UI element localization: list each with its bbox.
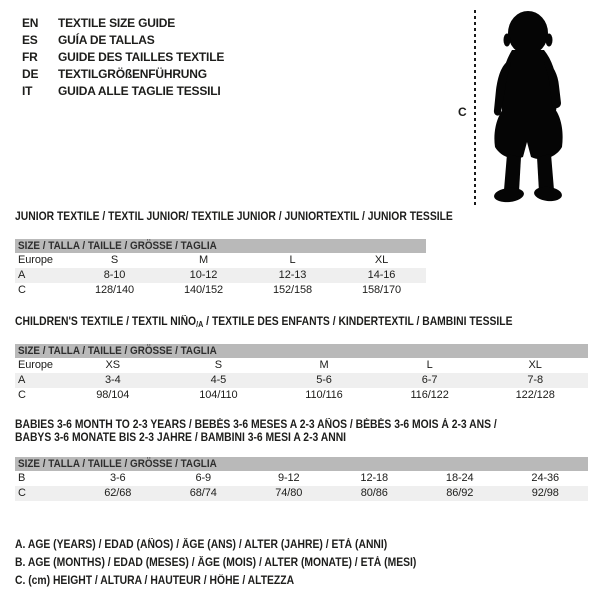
babies-table-title — [15, 419, 588, 445]
age-cell: 12-13 — [278, 269, 307, 281]
height-cell: 152/158 — [272, 284, 313, 296]
title-subscript: /A — [196, 320, 204, 329]
language-row-es — [22, 32, 224, 49]
language-row-it — [22, 83, 224, 100]
size-header-bar: SIZE / TALLA / TAILLE / GRÖSSE / TAGLIA — [15, 344, 588, 358]
size-cell: XS — [105, 359, 121, 371]
height-cell: 98/104 — [96, 389, 130, 401]
language-code: ES — [22, 33, 38, 47]
row-label: Europe — [18, 254, 53, 266]
size-cell: S — [110, 254, 119, 266]
title-line-2: BABYS 3-6 MONATE BIS 2-3 JAHRE / BAMBINI 3-6 MESI A 2-3 ANNI — [15, 432, 347, 444]
height-cell: 140/152 — [183, 284, 224, 296]
height-cell: 110/116 — [305, 389, 343, 401]
junior-table-section — [15, 211, 453, 298]
height-measure-label: C — [458, 105, 467, 119]
legend — [15, 536, 461, 590]
language-row-en — [22, 15, 224, 32]
table-row-age-months — [15, 471, 588, 486]
row-label: C — [18, 487, 26, 499]
babies-table-section — [15, 419, 588, 501]
height-cell: 74/80 — [275, 487, 303, 499]
language-title-list — [22, 15, 224, 100]
age-cell: 9-12 — [277, 472, 300, 484]
size-cell: M — [198, 254, 209, 266]
age-cell: 5-6 — [316, 374, 332, 386]
height-cell: 86/92 — [446, 487, 474, 499]
language-row-fr — [22, 49, 224, 66]
language-row-de — [22, 66, 224, 83]
height-cell: 116/122 — [410, 389, 449, 401]
height-cell: 62/68 — [104, 487, 132, 499]
height-cell: 158/170 — [361, 284, 402, 296]
age-cell: 14-16 — [367, 269, 396, 281]
size-cell: L — [289, 254, 296, 266]
height-cell: 128/140 — [94, 284, 135, 296]
height-cell: 80/86 — [360, 487, 388, 499]
table-row-age — [15, 268, 426, 283]
height-cell: 122/128 — [515, 389, 555, 401]
table-row-europe — [15, 358, 588, 373]
age-cell: 18-24 — [445, 472, 474, 484]
size-header-bar: SIZE / TALLA / TAILLE / GRÖSSE / TAGLIA — [15, 457, 588, 471]
table-row-age — [15, 373, 588, 388]
row-label: B — [18, 472, 26, 484]
row-label: A — [18, 374, 26, 386]
toddler-silhouette-icon — [482, 10, 578, 208]
age-cell: 6-7 — [421, 374, 438, 386]
age-cell: 7-8 — [527, 374, 543, 386]
age-cell: 10-12 — [189, 269, 218, 281]
children-table-title — [15, 316, 588, 329]
age-cell: 24-36 — [531, 472, 560, 484]
height-cell: 104/110 — [199, 389, 238, 401]
legend-line-b: B. AGE (MONTHS) / EDAD (MESES) / ÂGE (MOIS) / ALTER (MONATE) / ETÀ (MESI) — [15, 557, 417, 569]
size-cell: L — [426, 359, 433, 371]
language-code: IT — [22, 84, 33, 98]
table-row-height — [15, 486, 588, 501]
age-cell: 3-6 — [109, 472, 126, 484]
language-code: DE — [22, 67, 39, 81]
table-row-height — [15, 283, 426, 298]
legend-line-c: C. (cm) HEIGHT / ALTURA / HAUTEUR / HÖHE / ALTEZZA — [15, 575, 295, 587]
height-cell: 92/98 — [531, 487, 559, 499]
age-cell: 4-5 — [210, 374, 227, 386]
guide-title: TEXTILGRÖßENFÜHRUNG — [58, 67, 207, 81]
row-label: C — [18, 284, 26, 296]
guide-title: TEXTILE SIZE GUIDE — [58, 16, 176, 30]
age-cell: 6-9 — [195, 472, 212, 484]
guide-title: GUIDE DES TAILLES TEXTILE — [58, 50, 225, 64]
height-figure — [452, 8, 592, 212]
height-measure-line — [474, 10, 476, 208]
children-table-section — [15, 316, 588, 403]
size-cell: M — [319, 359, 329, 371]
language-code: FR — [22, 50, 38, 64]
age-cell: 3-4 — [104, 374, 121, 386]
size-cell: S — [214, 359, 223, 371]
title-line-1: BABIES 3-6 MONTH TO 2-3 YEARS / BEBÉS 3-6 MESES A 2-3 AÑOS / BÉBÉS 3-6 MOIS À 2-3 ANS / — [15, 419, 497, 431]
title-text: / TEXTILE DES ENFANTS / KINDERTEXTIL / BAMBINI TESSILE — [203, 316, 513, 328]
table-row-height — [15, 388, 588, 403]
row-label: C — [18, 389, 26, 401]
height-cell: 68/74 — [189, 487, 217, 499]
age-cell: 8-10 — [103, 269, 126, 281]
size-cell: XL — [374, 254, 389, 266]
title-text: CHILDREN'S TEXTILE / TEXTIL NIÑO — [15, 316, 197, 328]
junior-table-title: JUNIOR TEXTILE / TEXTIL JUNIOR/ TEXTILE JUNIOR / JUNIORTEXTIL / JUNIOR TESSILE — [15, 211, 453, 223]
row-label: Europe — [18, 359, 53, 371]
guide-title: GUIDA ALLE TAGLIE TESSILI — [58, 84, 221, 98]
guide-title: GUÍA DE TALLAS — [58, 33, 155, 47]
row-label: A — [18, 269, 26, 281]
table-row-europe — [15, 253, 426, 268]
size-header-bar: SIZE / TALLA / TAILLE / GRÖSSE / TAGLIA — [15, 239, 426, 253]
legend-line-a: A. AGE (YEARS) / EDAD (AÑOS) / ÂGE (ANS) / ALTER (JAHRE) / ETÀ (ANNI) — [15, 539, 388, 551]
language-code: EN — [22, 16, 39, 30]
size-cell: XL — [528, 359, 542, 371]
age-cell: 12-18 — [360, 472, 389, 484]
